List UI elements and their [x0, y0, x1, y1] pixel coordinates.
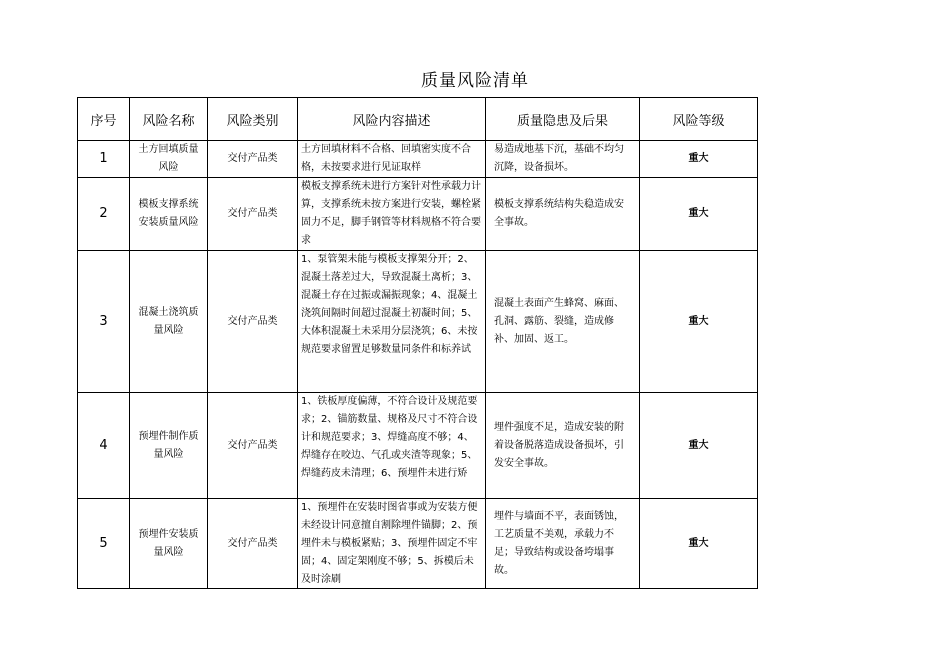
risk-category: 交付产品类 — [208, 393, 298, 499]
risk-level: 重大 — [640, 499, 758, 589]
row-no: 4 — [78, 393, 130, 499]
header-consequence: 质量隐患及后果 — [486, 98, 640, 141]
risk-category: 交付产品类 — [208, 499, 298, 589]
table-row — [78, 251, 758, 393]
header-category: 风险类别 — [208, 98, 298, 141]
table-row — [78, 499, 758, 589]
row-no: 2 — [78, 178, 130, 251]
risk-description: 1、预埋件在安装时图省事或为安装方便未经设计同意擅自割除埋件锚脚；2、预埋件未与模板紧贴；3、预埋件固定不牢固；4、固定架刚度不够；5、拆模后未及时涂刷 — [301, 502, 478, 585]
risk-category: 交付产品类 — [208, 251, 298, 393]
table-header-row — [78, 98, 758, 141]
risk-consequence: 模板支撑系统结构失稳造成安全事故。 — [486, 178, 640, 251]
risk-consequence: 易造成地基下沉，基础不均匀沉降，设备损坏。 — [486, 141, 640, 178]
risk-name: 混凝土浇筑质量风险 — [130, 251, 208, 393]
table-row — [78, 178, 758, 251]
risk-description: 1、泵管架未能与模板支撑架分开；2、混凝土落差过大，导致混凝土离析；3、混凝土存在过振或漏振现象；4、混凝土浇筑间隔时间超过混凝土初凝时间；5、大体积混凝土未采用分层浇筑；6、未按规范要求留置足够数量同条件和标养试 — [301, 254, 478, 355]
risk-consequence: 混凝土表面产生蜂窝、麻面、孔洞、露筋、裂缝，造成修补、加固、返工。 — [486, 251, 640, 393]
risk-level: 重大 — [640, 141, 758, 178]
risk-name: 预埋件安装质量风险 — [130, 499, 208, 589]
risk-description-cell — [298, 393, 486, 499]
risk-description-cell — [298, 251, 486, 393]
table-row — [78, 141, 758, 178]
risk-description-cell — [298, 499, 486, 589]
risk-name: 模板支撑系统安装质量风险 — [130, 178, 208, 251]
risk-consequence: 埋件强度不足，造成安装的附着设备脱落造成设备损坏，引发安全事故。 — [486, 393, 640, 499]
risk-description: 土方回填材料不合格、回填密实度不合格，未按要求进行见证取样 — [298, 141, 486, 178]
header-no: 序号 — [78, 98, 130, 141]
risk-category: 交付产品类 — [208, 178, 298, 251]
risk-name: 预埋件制作质量风险 — [130, 393, 208, 499]
row-no: 3 — [78, 251, 130, 393]
row-no: 5 — [78, 499, 130, 589]
risk-description: 模板支撑系统未进行方案针对性承载力计算，支撑系统未按方案进行安装，螺栓紧固力不足，脚手钢管等材料规格不符合要求 — [298, 178, 486, 251]
risk-name: 土方回填质量风险 — [130, 141, 208, 178]
risk-consequence: 埋件与墙面不平，表面锈蚀，工艺质量不美观，承载力不足；导致结构或设备垮塌事故。 — [486, 499, 640, 589]
risk-level: 重大 — [640, 393, 758, 499]
risk-description: 1、铁板厚度偏薄，不符合设计及规范要求；2、锚筋数量、规格及尺寸不符合设计和规范要求；3、焊缝高度不够；4、焊缝存在咬边、气孔或夹渣等现象；5、焊缝药皮未清理；6、预埋件未进行矫 — [301, 396, 478, 479]
page-title: 质量风险清单 — [421, 71, 529, 91]
risk-level: 重大 — [640, 178, 758, 251]
quality-risk-table — [77, 97, 758, 589]
header-name: 风险名称 — [130, 98, 208, 141]
table-row — [78, 393, 758, 499]
row-no: 1 — [78, 141, 130, 178]
risk-level: 重大 — [640, 251, 758, 393]
header-description: 风险内容描述 — [298, 98, 486, 141]
risk-category: 交付产品类 — [208, 141, 298, 178]
header-level: 风险等级 — [640, 98, 758, 141]
